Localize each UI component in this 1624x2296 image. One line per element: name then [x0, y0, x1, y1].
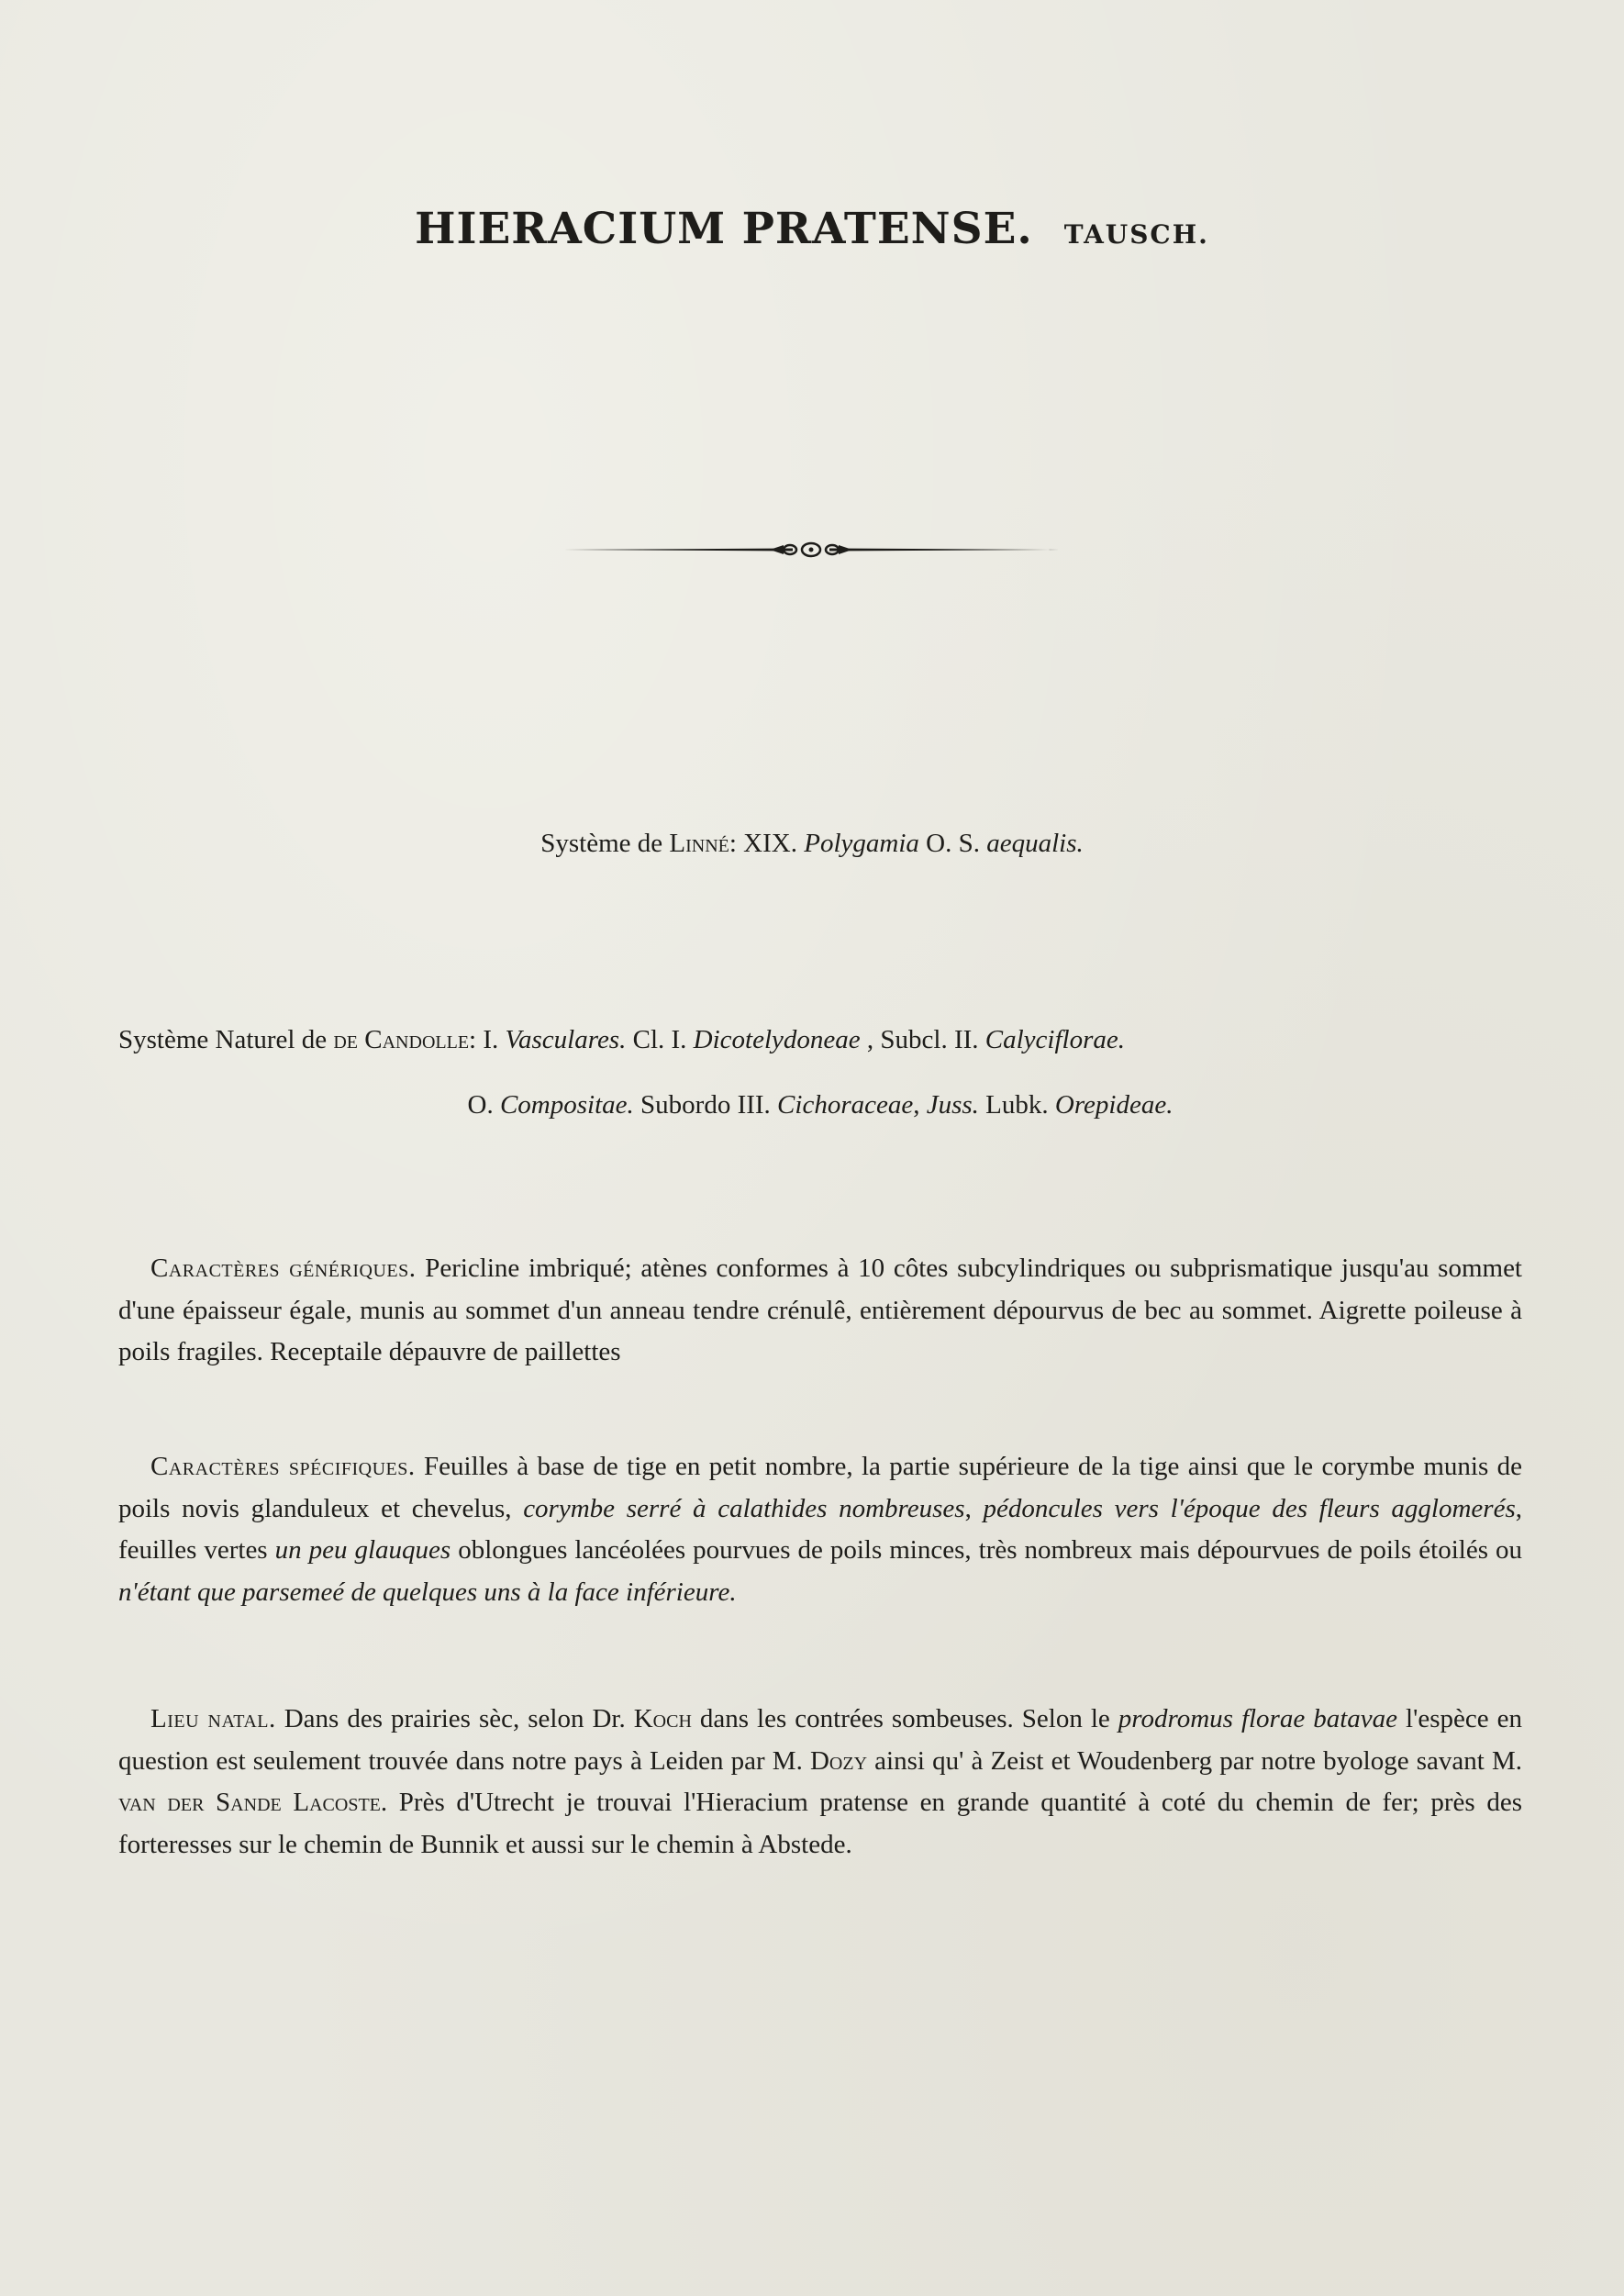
paragraph-caracteres-generiques [118, 1248, 1522, 1374]
linne-classification: : XIX. [729, 829, 805, 858]
paragraph-heading: Lieu natal. [150, 1704, 276, 1733]
linne-order: Polygamia [804, 829, 919, 858]
person-dozy: Dozy [809, 1745, 868, 1776]
linne-prefix: Système de [540, 829, 670, 858]
paragraph-text: Feuilles à base de tige en petit nombre, la partie supérieure de la tige ainsi que le corymbe munis de poils novis glanduleux et chevelus, [118, 1452, 1523, 1523]
paragraph-italic: corymbe serré à calathides nombreuses [523, 1493, 965, 1523]
candolle-line-2 [118, 1073, 1522, 1138]
candolle-prefix: Système Naturel de [118, 1025, 334, 1054]
paragraph-text: Près d'Utrecht je trouvai l'Hieracium pratense en grande quantité à coté du chemin de fer; près des forteresses sur le chemin de Bunnik et aussi sur le chemin à Abstede. [118, 1788, 1522, 1859]
paragraph-heading: Caractères génériques. [150, 1254, 417, 1283]
paragraph-text: Pericline imbriqué; atènes conformes à 10 côtes subcylindriques ou subprismatique jusqu'au sommet d'une épaisseur égale, munis au sommet d'un anneau tendre crénulê, entièrement dépourvus de bec au sommet. Aigrette poileuse à poils fragiles. Receptaile dépauvre de paillettes [118, 1254, 1522, 1366]
page-title [0, 204, 1624, 254]
candolle-vasculares: Vasculares. [505, 1025, 627, 1054]
paragraph-italic: pédoncules vers l'époque des fleurs agglomerés [983, 1493, 1516, 1523]
candolle-orepideae: Orepideae. [1054, 1090, 1174, 1120]
paragraph-text: Dans des prairies sèc, selon Dr. [275, 1704, 634, 1733]
paragraph-italic: prodromus florae batavae [1118, 1704, 1398, 1733]
paragraph-italic: un peu glauques [274, 1535, 451, 1565]
linne-sub: aequalis. [986, 829, 1084, 858]
candolle-compositae: Compositae. [499, 1090, 634, 1120]
ornamental-divider-icon [563, 538, 1059, 562]
paragraph-text: , feuilles vertes [118, 1493, 1522, 1565]
linne-name: Linné [669, 829, 729, 858]
candolle-subclass: , Subcl. II. [860, 1025, 985, 1054]
candolle-calyciflorae: Calyciflorae. [984, 1025, 1126, 1054]
candolle-sep: : I. [469, 1025, 506, 1054]
paragraph-caracteres-specifiques [118, 1446, 1522, 1613]
species-author: TAUSCH. [1063, 219, 1209, 250]
candolle-comma: , [913, 1090, 927, 1120]
candolle-lubk: Lubk. [978, 1090, 1055, 1120]
linne-rest: O. S. [918, 829, 987, 858]
paragraph-text: ainsi qu' à Zeist et Woudenberg par notre byologe savant M. [867, 1745, 1522, 1776]
paragraph-italic: n'étant que parsemeé de quelques uns à la face inférieure. [118, 1577, 737, 1607]
paragraph-lieu-natal [118, 1699, 1522, 1866]
person-van-der-sande-lacoste: van der Sande Lacoste. [118, 1788, 388, 1817]
candolle-cichoraceae: Cichoraceae [777, 1090, 914, 1120]
paragraph-heading: Caractères spécifiques. [150, 1452, 416, 1481]
species-name: HIERACIUM PRATENSE. [415, 204, 1033, 254]
candolle-order: O. [467, 1090, 500, 1120]
candolle-line-1 [118, 1008, 1522, 1073]
systeme-linne [0, 829, 1624, 859]
candolle-name: de Candolle [333, 1025, 470, 1054]
candolle-juss: Juss. [926, 1090, 979, 1120]
candolle-subordo: Subordo III. [633, 1090, 778, 1120]
paragraph-text: , [964, 1493, 984, 1523]
person-koch: Koch [633, 1704, 692, 1733]
paragraph-text: dans les contrées sombeuses. Selon le [691, 1704, 1118, 1733]
systeme-candolle [118, 1008, 1522, 1138]
paragraph-text: l'espèce en question est seulement trouvée dans notre pays à Leiden par M. [118, 1704, 1522, 1776]
candolle-dicotelydoneae: Dicotelydoneae [693, 1025, 861, 1054]
paragraph-text: oblongues lancéolées pourvues de poils minces, très nombreux mais dépourvues de poils étoilés ou [450, 1535, 1523, 1565]
candolle-class: Cl. I. [626, 1025, 694, 1054]
